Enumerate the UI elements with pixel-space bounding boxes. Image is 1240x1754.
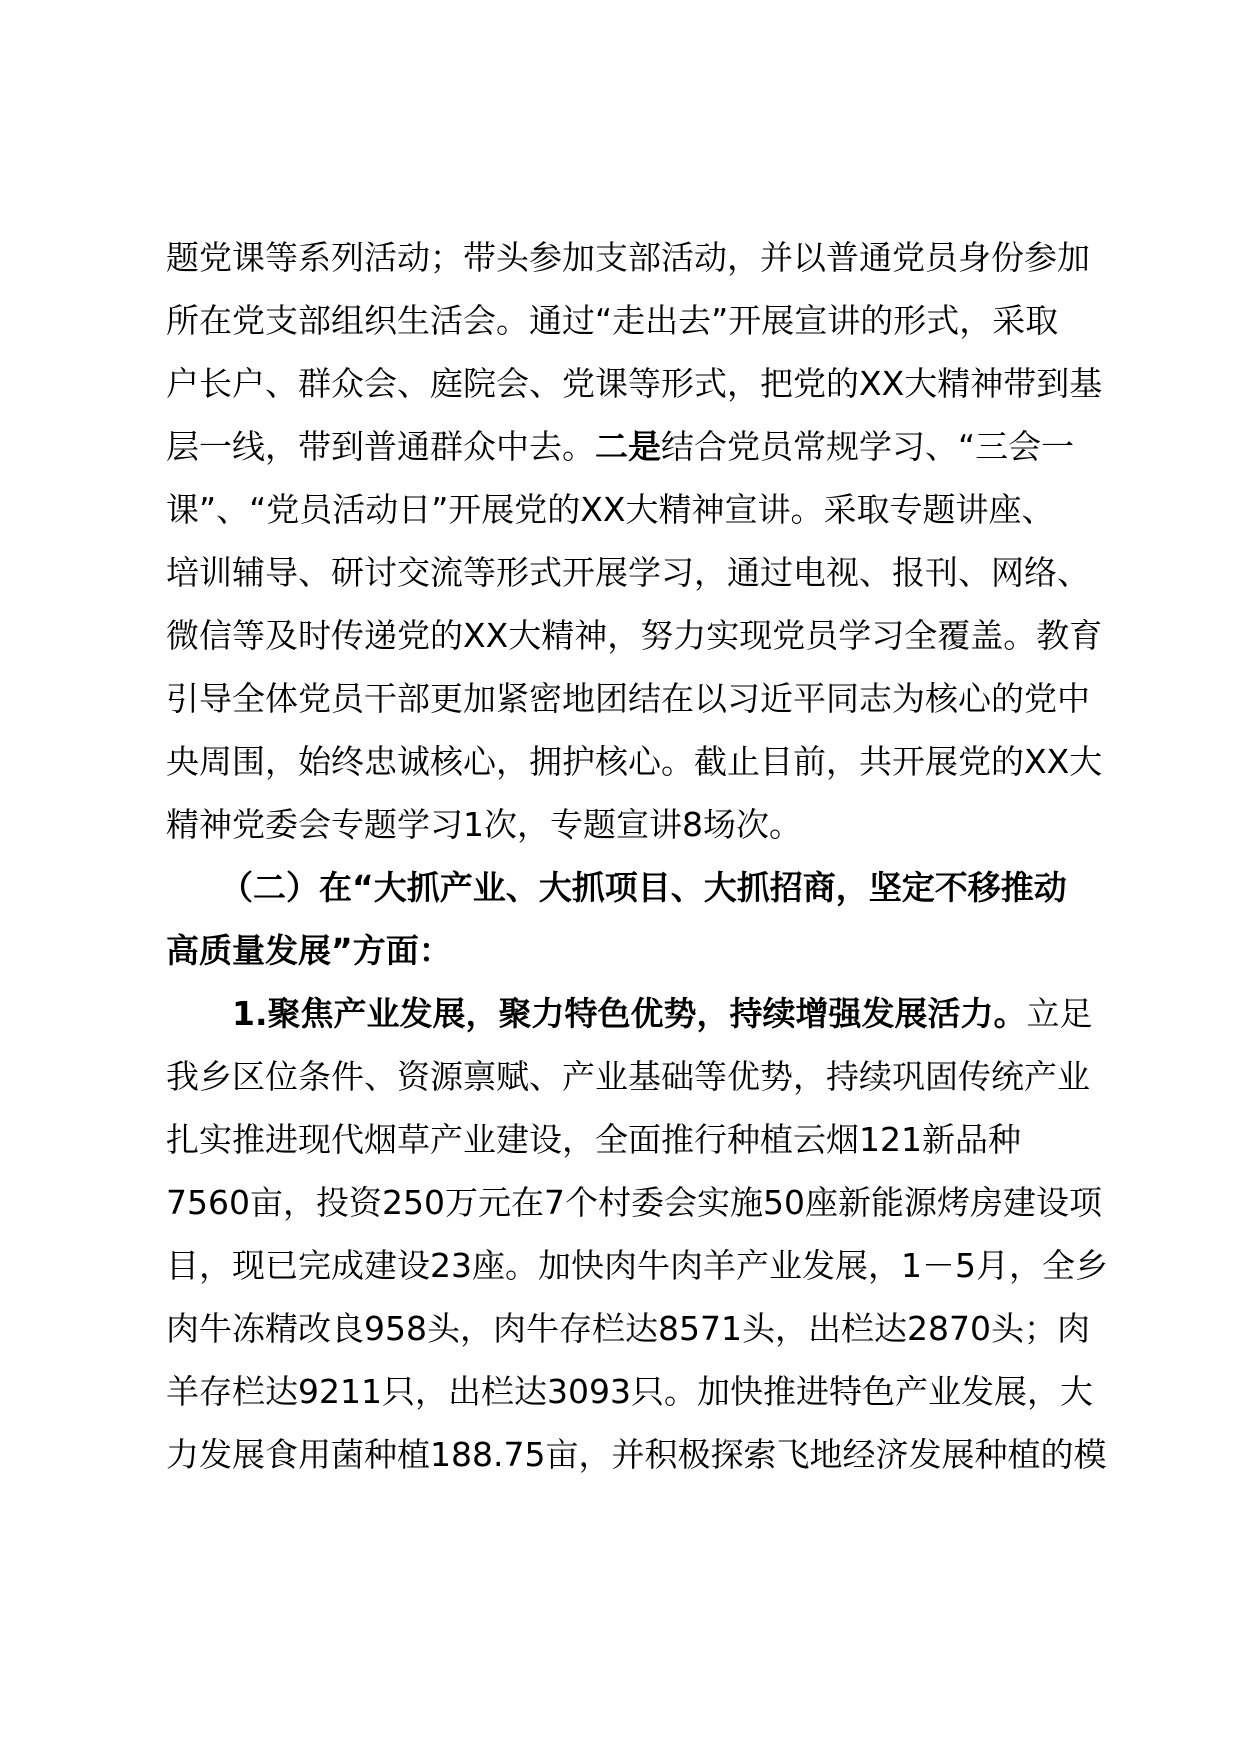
body-text-line: 培训辅导、研讨交流等形式开展学习，通过电视、报刊、网络、	[166, 553, 1090, 592]
section-heading-continued: 高质量发展”方面：	[166, 931, 452, 970]
body-text-line: 精神党委会专题学习1次，专题宣讲8场次。	[166, 805, 802, 844]
body-text-line: 引导全体党员干部更加紧密地团结在以习近平同志为核心的党中	[166, 679, 1090, 718]
body-text-segment: 立足	[1026, 994, 1093, 1033]
body-text-line: 我乡区位条件、资源禀赋、产业基础等优势，持续巩固传统产业	[166, 1057, 1090, 1096]
body-text-line: 央周围，始终忠诚核心，拥护核心。截止目前，共开展党的XX大	[166, 742, 1103, 781]
bold-lead-phrase: 二是	[595, 427, 661, 466]
body-text-line	[166, 427, 1074, 467]
section-heading: （二）在“大抓产业、大抓项目、大抓招商，坚定不移推动	[220, 868, 1067, 907]
subsection-heading: 1.聚焦产业发展，聚力特色优势，持续增强发展活力。	[232, 994, 1027, 1033]
body-text-line: 课”、“党员活动日”开展党的XX大精神宣讲。采取专题讲座、	[166, 490, 1055, 529]
body-text-line: 肉牛冻精改良958头，肉牛存栏达8571头，出栏达2870头；肉	[166, 1309, 1090, 1348]
body-text-line: 所在党支部组织生活会。通过“走出去”开展宣讲的形式，采取	[166, 301, 1059, 340]
body-text-line: 力发展食用菌种植188.75亩，并积极探索飞地经济发展种植的模	[166, 1435, 1107, 1474]
body-text-line: 户长户、群众会、庭院会、党课等形式，把党的XX大精神带到基	[166, 364, 1103, 403]
subsection-heading-line	[232, 994, 1093, 1034]
body-text-line: 微信等及时传递党的XX大精神，努力实现党员学习全覆盖。教育	[166, 616, 1103, 655]
body-text-segment: 结合党员常规学习、“三会一	[661, 427, 1075, 466]
body-text-line: 羊存栏达9211只，出栏达3093只。加快推进特色产业发展，大	[166, 1372, 1093, 1411]
body-text-line: 目，现已完成建设23座。加快肉牛肉羊产业发展，1－5月，全乡	[166, 1246, 1108, 1285]
body-text-segment: 层一线，带到普通群众中去。	[166, 427, 595, 466]
body-text-line: 扎实推进现代烟草产业建设，全面推行种植云烟121新品种	[166, 1120, 1021, 1159]
body-text-line: 题党课等系列活动；带头参加支部活动，并以普通党员身份参加	[166, 238, 1090, 277]
body-text-line: 7560亩，投资250万元在7个村委会实施50座新能源烤房建设项	[166, 1183, 1102, 1222]
